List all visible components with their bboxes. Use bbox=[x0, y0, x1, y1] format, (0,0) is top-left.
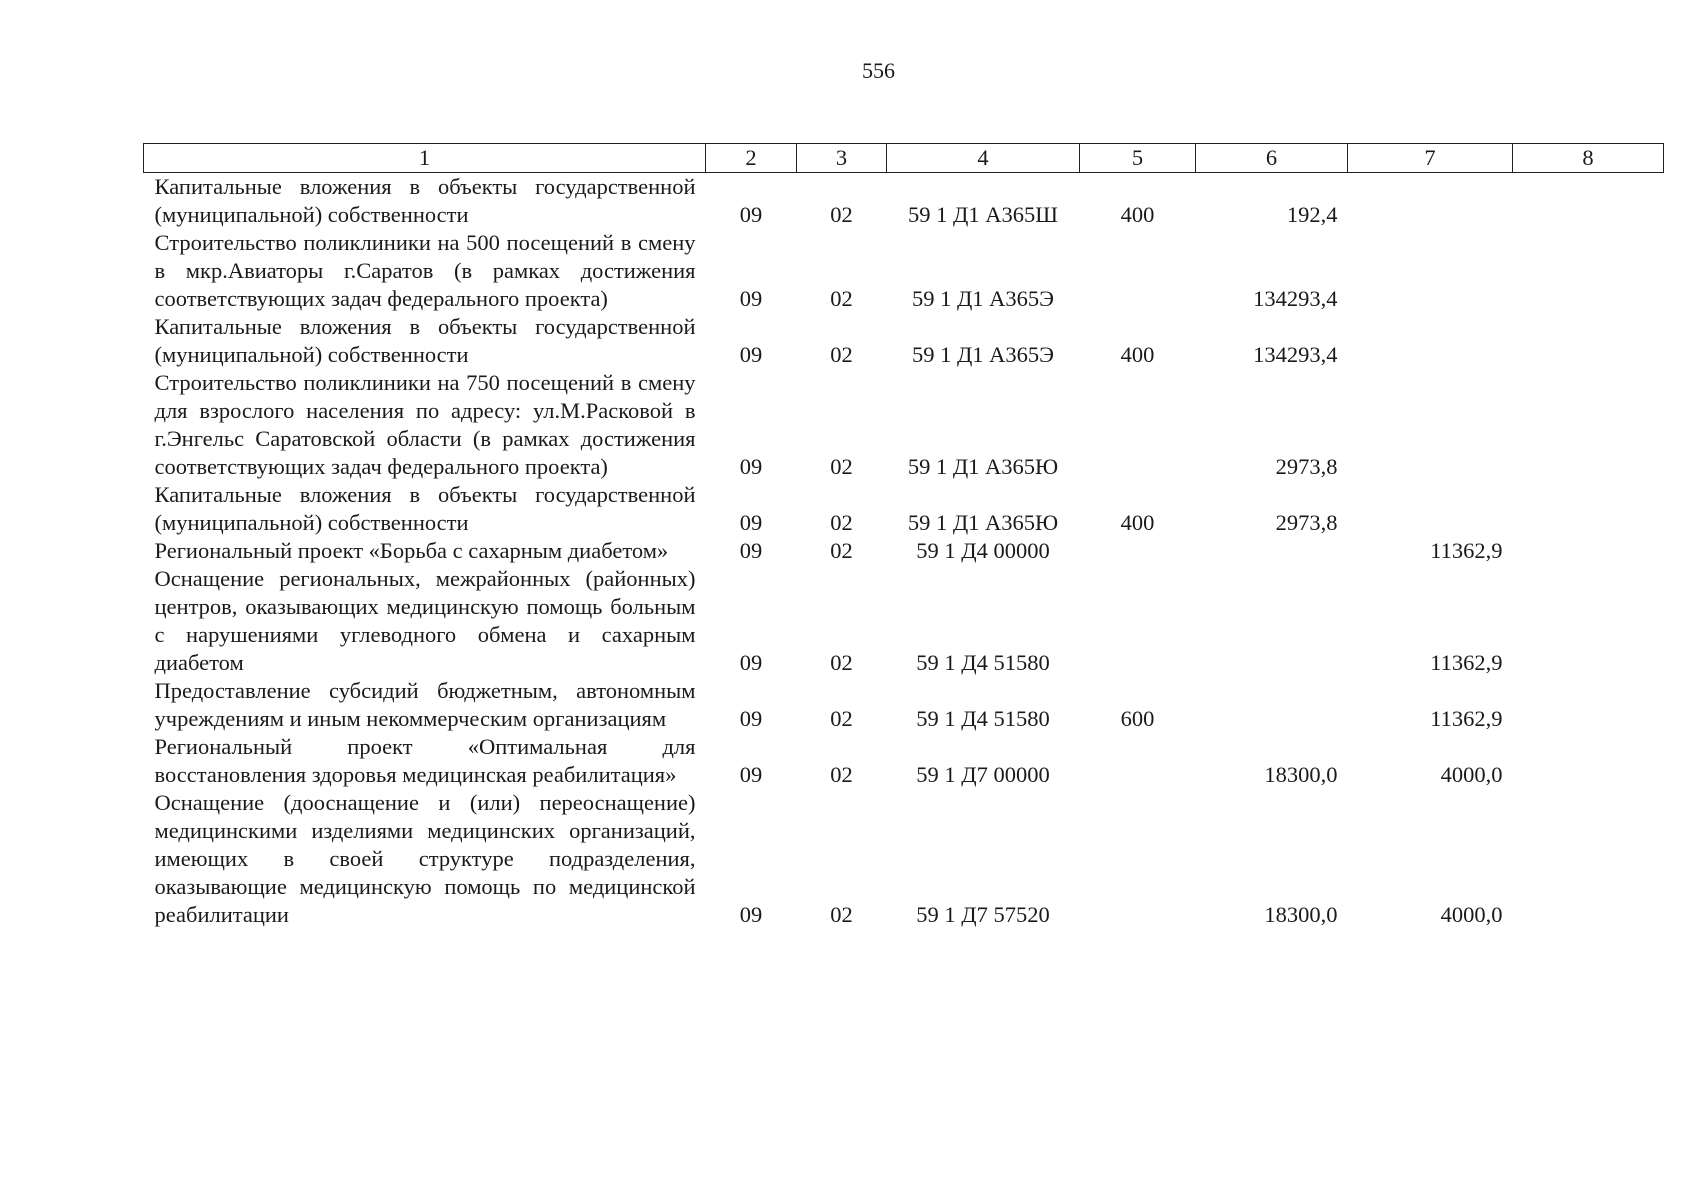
amount-column-7 bbox=[1348, 229, 1513, 313]
budget-table bbox=[143, 143, 1664, 929]
target-article-code: 59 1 Д4 00000 bbox=[916, 538, 1050, 563]
amount-column-8 bbox=[1513, 369, 1664, 481]
expense-type-code: 400 bbox=[1120, 342, 1155, 367]
amount-column-6 bbox=[1196, 677, 1348, 733]
amount-column-6: 2973,8 bbox=[1275, 454, 1338, 479]
target-article-code: 59 1 Д1 А365Ю bbox=[907, 510, 1059, 535]
row-description: Капитальные вложения в объекты государственной (муниципальной) собственности bbox=[154, 314, 696, 367]
target-article-code: 59 1 Д7 00000 bbox=[916, 762, 1050, 787]
row-description: Капитальные вложения в объекты государственной (муниципальной) собственности bbox=[154, 482, 696, 535]
section-code: 09 bbox=[739, 454, 763, 479]
table-row bbox=[144, 481, 1664, 537]
row-description: Предоставление субсидий бюджетным, автономным учреждениям и иным некоммерческим организациям bbox=[154, 678, 696, 731]
amount-column-7: 11362,9 bbox=[1430, 706, 1503, 731]
amount-column-6: 134293,4 bbox=[1253, 286, 1338, 311]
row-description: Региональный проект «Борьба с сахарным диабетом» bbox=[154, 538, 669, 563]
row-description: Капитальные вложения в объекты государственной (муниципальной) собственности bbox=[154, 174, 696, 227]
section-code: 09 bbox=[739, 286, 763, 311]
table-row bbox=[144, 677, 1664, 733]
page-number: 556 bbox=[862, 58, 895, 83]
amount-column-8 bbox=[1513, 537, 1664, 565]
column-header: 5 bbox=[1080, 144, 1196, 173]
amount-column-6 bbox=[1196, 537, 1348, 565]
subsection-code: 02 bbox=[830, 286, 853, 311]
column-number-header-row bbox=[144, 144, 1664, 173]
amount-column-7 bbox=[1348, 481, 1513, 537]
column-header: 7 bbox=[1348, 144, 1513, 173]
subsection-code: 02 bbox=[830, 650, 853, 675]
expense-type-code bbox=[1080, 565, 1196, 677]
column-header: 1 bbox=[144, 144, 706, 173]
amount-column-6: 192,4 bbox=[1286, 202, 1338, 227]
section-code: 09 bbox=[739, 202, 763, 227]
amount-column-7 bbox=[1348, 173, 1513, 230]
amount-column-6: 134293,4 bbox=[1253, 342, 1338, 367]
subsection-code: 02 bbox=[830, 454, 853, 479]
column-header: 8 bbox=[1513, 144, 1664, 173]
amount-column-6 bbox=[1196, 565, 1348, 677]
amount-column-8 bbox=[1513, 229, 1664, 313]
subsection-code: 02 bbox=[830, 762, 853, 787]
section-code: 09 bbox=[739, 762, 763, 787]
column-header: 6 bbox=[1196, 144, 1348, 173]
amount-column-7 bbox=[1348, 313, 1513, 369]
amount-column-8 bbox=[1513, 481, 1664, 537]
table-row bbox=[144, 173, 1664, 230]
amount-column-6: 18300,0 bbox=[1264, 902, 1338, 927]
expense-type-code: 400 bbox=[1120, 510, 1155, 535]
amount-column-7 bbox=[1348, 369, 1513, 481]
section-code: 09 bbox=[739, 706, 763, 731]
amount-column-7: 4000,0 bbox=[1440, 902, 1503, 927]
target-article-code: 59 1 Д1 А365Э bbox=[911, 286, 1055, 311]
subsection-code: 02 bbox=[830, 706, 853, 731]
expense-type-code bbox=[1080, 229, 1196, 313]
target-article-code: 59 1 Д4 51580 bbox=[916, 706, 1050, 731]
subsection-code: 02 bbox=[830, 202, 853, 227]
target-article-code: 59 1 Д1 А365Ш bbox=[908, 202, 1058, 227]
section-code: 09 bbox=[739, 538, 763, 563]
amount-column-7: 11362,9 bbox=[1430, 538, 1503, 563]
expense-type-code: 400 bbox=[1120, 202, 1155, 227]
amount-column-7: 11362,9 bbox=[1430, 650, 1503, 675]
subsection-code: 02 bbox=[830, 342, 853, 367]
row-description: Региональный проект «Оптимальная для восстановления здоровья медицинская реабилитация» bbox=[154, 734, 696, 787]
target-article-code: 59 1 Д4 51580 bbox=[916, 650, 1050, 675]
section-code: 09 bbox=[739, 342, 763, 367]
row-description: Строительство поликлиники на 750 посещений в смену для взрослого населения по адресу: ул.М.Расковой в г.Энгельс Саратовской области (в рамках достижения соответствующих задач федерального проекта) bbox=[154, 370, 696, 479]
amount-column-6: 2973,8 bbox=[1275, 510, 1338, 535]
table-row bbox=[144, 565, 1664, 677]
row-description: Оснащение региональных, межрайонных (районных) центров, оказывающих медицинскую помощь больным с нарушениями углеводного обмена и сахарным диабетом bbox=[154, 566, 696, 675]
table-row bbox=[144, 313, 1664, 369]
amount-column-8 bbox=[1513, 173, 1664, 230]
amount-column-8 bbox=[1513, 677, 1664, 733]
expense-type-code: 600 bbox=[1120, 706, 1155, 731]
expense-type-code bbox=[1080, 733, 1196, 789]
amount-column-7: 4000,0 bbox=[1440, 762, 1503, 787]
target-article-code: 59 1 Д7 57520 bbox=[916, 902, 1050, 927]
table-row bbox=[144, 733, 1664, 789]
section-code: 09 bbox=[739, 650, 763, 675]
amount-column-8 bbox=[1513, 313, 1664, 369]
expense-type-code bbox=[1080, 537, 1196, 565]
subsection-code: 02 bbox=[830, 902, 853, 927]
target-article-code: 59 1 Д1 А365Ю bbox=[907, 454, 1059, 479]
column-header: 4 bbox=[887, 144, 1080, 173]
table-row bbox=[144, 789, 1664, 929]
expense-type-code bbox=[1080, 369, 1196, 481]
amount-column-6: 18300,0 bbox=[1264, 762, 1338, 787]
subsection-code: 02 bbox=[830, 538, 853, 563]
column-header: 2 bbox=[706, 144, 797, 173]
column-header: 3 bbox=[797, 144, 887, 173]
amount-column-8 bbox=[1513, 733, 1664, 789]
subsection-code: 02 bbox=[830, 510, 853, 535]
amount-column-8 bbox=[1513, 789, 1664, 929]
target-article-code: 59 1 Д1 А365Э bbox=[911, 342, 1055, 367]
amount-column-8 bbox=[1513, 565, 1664, 677]
section-code: 09 bbox=[739, 510, 763, 535]
expense-type-code bbox=[1080, 789, 1196, 929]
row-description: Строительство поликлиники на 500 посещений в смену в мкр.Авиаторы г.Саратов (в рамках достижения соответствующих задач федерального проекта) bbox=[154, 230, 696, 311]
table-row bbox=[144, 369, 1664, 481]
table-row bbox=[144, 229, 1664, 313]
row-description: Оснащение (дооснащение и (или) переоснащение) медицинскими изделиями медицинских организаций, имеющих в своей структуре подразделения, оказывающие медицинскую помощь по медицинской реабилитации bbox=[154, 790, 696, 927]
table-row bbox=[144, 537, 1664, 565]
section-code: 09 bbox=[739, 902, 763, 927]
